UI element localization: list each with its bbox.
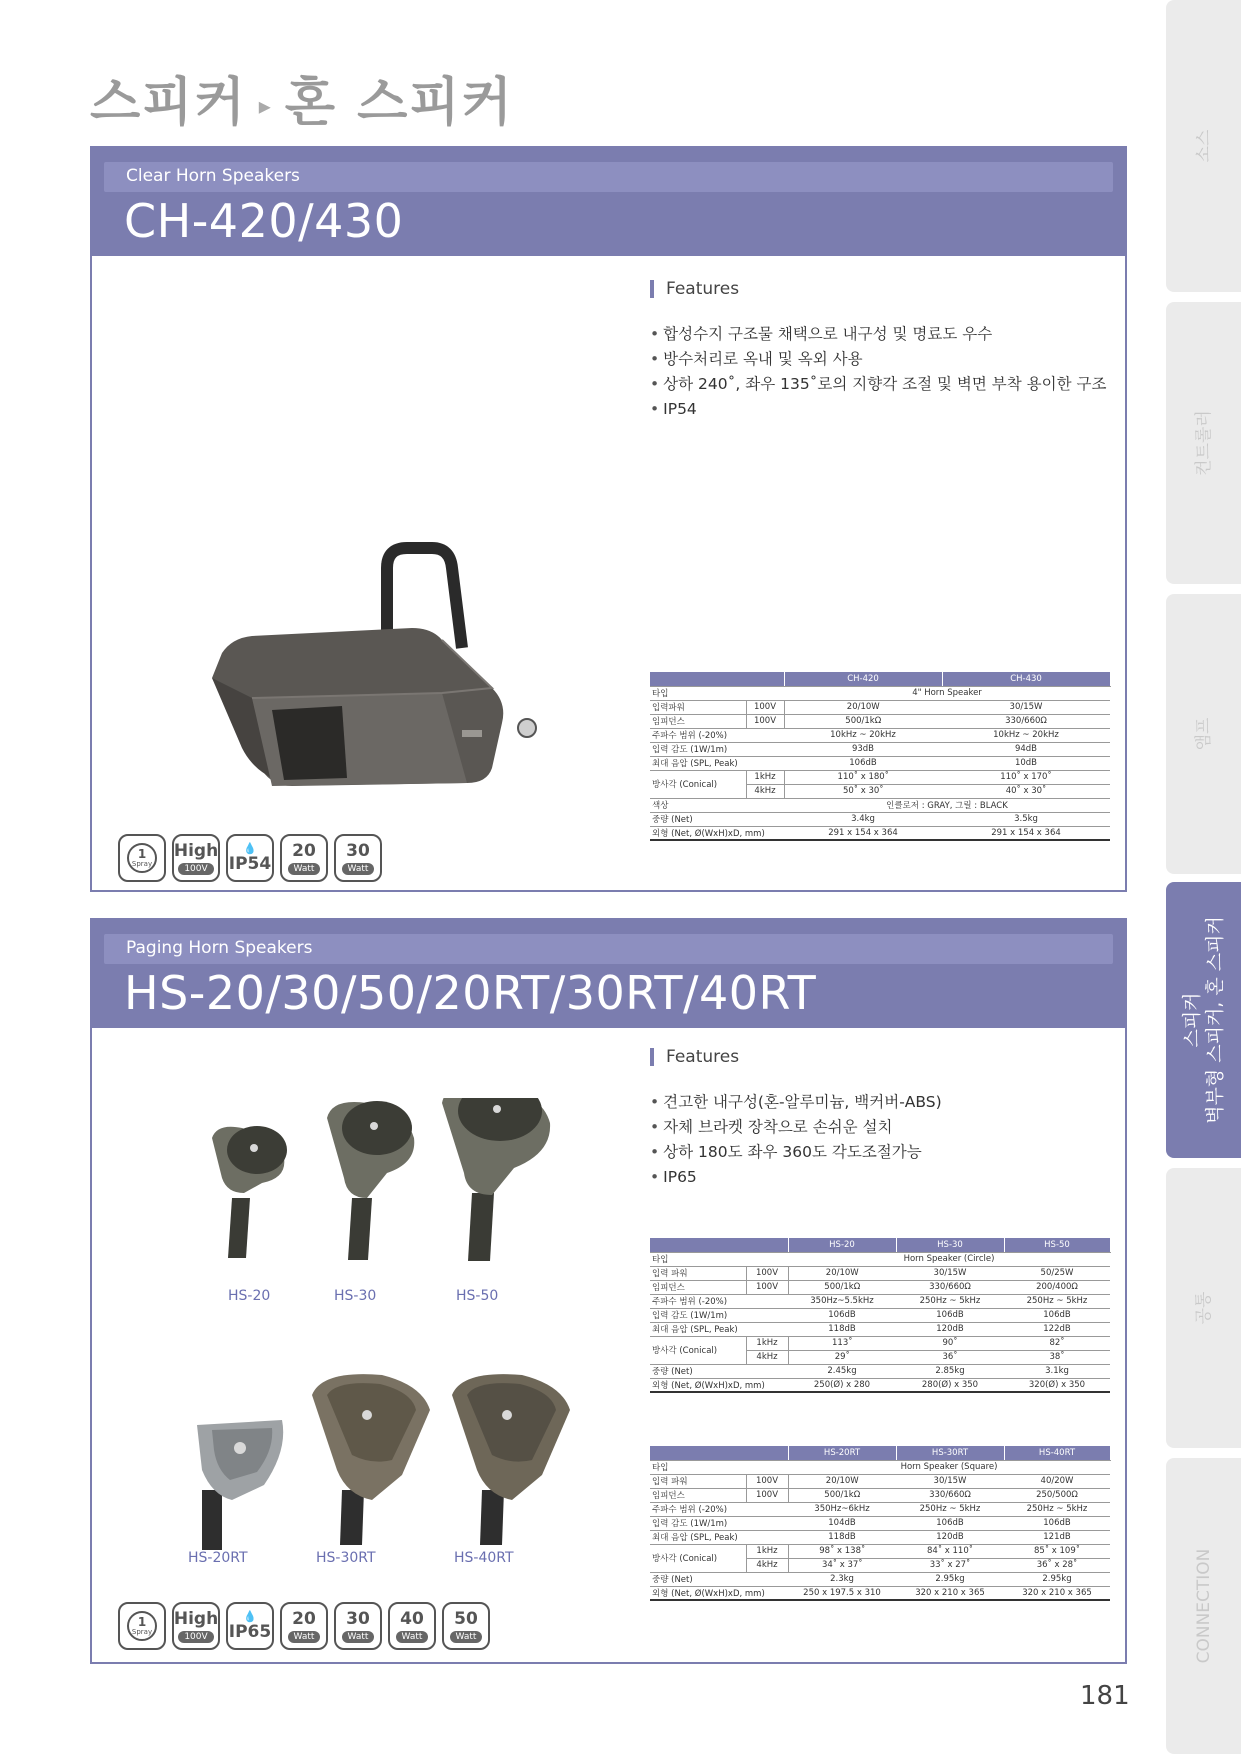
table-row (650, 728, 1110, 742)
row-value: 118dB (788, 1322, 896, 1336)
row-label: 임피던스 (650, 1488, 746, 1502)
watt-20-badge-icon: 20 Watt (280, 1602, 328, 1650)
row-value: 34˚ x 37˚ (788, 1558, 896, 1572)
row-value: 2.95kg (1004, 1572, 1110, 1586)
breadcrumb-arrow-icon: ▸ (258, 92, 273, 120)
row-value: 250Hz ~ 5kHz (1004, 1294, 1110, 1308)
row-value: 3.1kg (1004, 1364, 1110, 1378)
row-label: 주파수 범위 (-20%) (650, 1502, 788, 1516)
row-value: 84˚ x 110˚ (896, 1544, 1004, 1558)
side-tab-label: 소스 (1193, 129, 1214, 163)
table-header-blank (650, 672, 784, 686)
row-value: 500/1kΩ (788, 1280, 896, 1294)
row-value: 94dB (942, 742, 1110, 756)
row-value: 122dB (1004, 1322, 1110, 1336)
row-value: 500/1kΩ (784, 714, 942, 728)
row-value: 33˚ x 27˚ (896, 1558, 1004, 1572)
row-value: 30/15W (896, 1474, 1004, 1488)
panel-category: Paging Horn Speakers (126, 938, 313, 958)
page-title-sub: 혼 스피커 (284, 73, 514, 133)
row-label: 중량 (Net) (650, 812, 784, 826)
watt-50-badge-icon: 50 Watt (442, 1602, 490, 1650)
row-value: 10kHz ~ 20kHz (942, 728, 1110, 742)
row-value: 40˚ x 30˚ (942, 784, 1110, 798)
feature-badges (118, 834, 382, 882)
row-value: 250(Ø) x 280 (788, 1378, 896, 1392)
row-value: 50/25W (1004, 1266, 1110, 1280)
row-value: 30/15W (896, 1266, 1004, 1280)
row-label: 최대 음압 (SPL, Peak) (650, 1322, 788, 1336)
row-value: 280(Ø) x 350 (896, 1378, 1004, 1392)
table-row (650, 1336, 1110, 1350)
row-value: 10dB (942, 756, 1110, 770)
table-row (650, 700, 1110, 714)
ip54-badge-icon: 💧 IP54 (226, 834, 274, 882)
feature-item: • 자체 브라켓 장착으로 손쉬운 설치 (650, 1115, 1100, 1140)
row-value: 121dB (1004, 1530, 1110, 1544)
features-section (650, 279, 1107, 422)
table-row (650, 742, 1110, 756)
side-tab-label: 공통 (1193, 1291, 1214, 1325)
product-panel-hs20 (90, 918, 1127, 1664)
row-value: 4" Horn Speaker (784, 686, 1110, 700)
side-tab-connection[interactable] (1166, 1458, 1241, 1754)
side-tab-controller[interactable] (1166, 302, 1241, 584)
row-value: 110˚ x 170˚ (942, 770, 1110, 784)
row-sublabel: 1kHz (746, 1336, 788, 1350)
row-value: 291 x 154 x 364 (784, 826, 942, 840)
feature-item: • 합성수지 구조물 채택으로 내구성 및 명료도 우수 (650, 322, 1100, 347)
feature-item: • IP65 (650, 1165, 1100, 1190)
row-label: 입력파워 (650, 700, 746, 714)
row-value: 200/400Ω (1004, 1280, 1110, 1294)
product-label: HS-50 (456, 1288, 499, 1304)
product-label: HS-40RT (454, 1550, 514, 1566)
table-row (650, 1572, 1110, 1586)
row-value: 38˚ (1004, 1350, 1110, 1364)
row-value: 250Hz ~ 5kHz (896, 1502, 1004, 1516)
features-title: Features (650, 1048, 1100, 1066)
row-value: 106dB (1004, 1308, 1110, 1322)
row-value: 500/1kΩ (788, 1488, 896, 1502)
table-row (650, 756, 1110, 770)
row-label: 외형 (Net, Ø(WxH)xD, mm) (650, 1378, 788, 1392)
panel-model: CH-420/430 (124, 194, 404, 248)
row-value: 2.3kg (788, 1572, 896, 1586)
table-row (650, 1530, 1110, 1544)
row-value: 10kHz ~ 20kHz (784, 728, 942, 742)
row-label: 주파수 범위 (-20%) (650, 728, 784, 742)
row-sublabel: 4kHz (746, 784, 784, 798)
table-header-row (650, 672, 1110, 686)
row-value: 106dB (896, 1308, 1004, 1322)
high-voltage-badge-icon: High 100V (172, 1602, 220, 1650)
side-tab-label-line2: 벽부형 스피커, 혼 스피커 (1203, 916, 1226, 1124)
table-row (650, 1322, 1110, 1336)
row-value: 110˚ x 180˚ (784, 770, 942, 784)
page-title (90, 60, 514, 135)
table-row (650, 1378, 1110, 1392)
row-value: 250/500Ω (1004, 1488, 1110, 1502)
row-value: 85˚ x 109˚ (1004, 1544, 1110, 1558)
table-row (650, 714, 1110, 728)
ch420-product-image (192, 448, 572, 788)
row-label: 방사각 (Conical) (650, 1336, 746, 1364)
panel-header (92, 148, 1125, 256)
table-header-cell: HS-20 (788, 1238, 896, 1252)
side-tab-label: CONNECTION (1193, 1548, 1214, 1664)
row-value: 250Hz ~ 5kHz (1004, 1502, 1110, 1516)
spec-table-hs-square (650, 1446, 1111, 1601)
table-header-cell: HS-40RT (1004, 1446, 1110, 1460)
table-header-blank (650, 1446, 788, 1460)
row-label: 주파수 범위 (-20%) (650, 1294, 788, 1308)
row-value: 106dB (784, 756, 942, 770)
row-value: 20/10W (788, 1266, 896, 1280)
table-header-row (650, 1446, 1110, 1460)
row-value: 20/10W (784, 700, 942, 714)
row-label: 방사각 (Conical) (650, 770, 746, 798)
table-row (650, 798, 1110, 812)
row-label: 중량 (Net) (650, 1572, 788, 1586)
hs-round-product-images (202, 1098, 582, 1278)
row-value: 40/20W (1004, 1474, 1110, 1488)
table-row (650, 686, 1110, 700)
row-sublabel: 100V (746, 1280, 788, 1294)
feature-item: • 방수처리로 옥내 및 옥외 사용 (650, 347, 1100, 372)
row-label: 입력 감도 (1W/1m) (650, 1308, 788, 1322)
row-sublabel: 100V (746, 714, 784, 728)
side-tab-label (1181, 916, 1227, 1124)
row-label: 타입 (650, 686, 784, 700)
features-list (650, 1090, 1100, 1190)
side-tab-amp[interactable] (1166, 594, 1241, 874)
product-label: HS-20 (228, 1288, 271, 1304)
row-value: 2.95kg (896, 1572, 1004, 1586)
row-label: 입력 감도 (1W/1m) (650, 1516, 788, 1530)
row-value: 250Hz ~ 5kHz (896, 1294, 1004, 1308)
table-row (650, 1294, 1110, 1308)
table-header-cell: HS-30RT (896, 1446, 1004, 1460)
row-sublabel: 100V (746, 1474, 788, 1488)
table-header-cell: HS-30 (896, 1238, 1004, 1252)
row-value: 30/15W (942, 700, 1110, 714)
feature-item: • 상하 240˚, 좌우 135˚로의 지향각 조절 및 벽면 부착 용이한 구조 (650, 372, 1100, 397)
table-row (650, 1266, 1110, 1280)
row-value: 250 x 197.5 x 310 (788, 1586, 896, 1600)
row-value: Horn Speaker (Circle) (788, 1252, 1110, 1266)
features-list (650, 322, 1107, 422)
row-value: 3.4kg (784, 812, 942, 826)
watt-30-badge-icon: 30 Watt (334, 1602, 382, 1650)
row-value: 2.45kg (788, 1364, 896, 1378)
table-row (650, 1364, 1110, 1378)
side-tab-common[interactable] (1166, 1168, 1241, 1448)
row-value: 2.85kg (896, 1364, 1004, 1378)
row-value: 330/660Ω (896, 1488, 1004, 1502)
row-value: 106dB (1004, 1516, 1110, 1530)
panel-subbar (104, 934, 1113, 964)
ip65-badge-icon: 💧 IP65 (226, 1602, 274, 1650)
table-header-cell: CH-430 (942, 672, 1110, 686)
row-value: 82˚ (1004, 1336, 1110, 1350)
row-value: 320(Ø) x 350 (1004, 1378, 1110, 1392)
row-label: 외형 (Net, Ø(WxH)xD, mm) (650, 826, 784, 840)
row-value: 118dB (788, 1530, 896, 1544)
row-label: 색상 (650, 798, 784, 812)
row-sublabel: 100V (746, 700, 784, 714)
row-value: 113˚ (788, 1336, 896, 1350)
panel-category: Clear Horn Speakers (126, 166, 300, 186)
row-value: 106dB (896, 1516, 1004, 1530)
row-sublabel: 4kHz (746, 1558, 788, 1572)
product-label: HS-20RT (188, 1550, 248, 1566)
row-sublabel: 4kHz (746, 1350, 788, 1364)
side-tab-label-line1: 스피커 (1180, 992, 1203, 1048)
row-sublabel: 1kHz (746, 770, 784, 784)
row-value: 36˚ x 28˚ (1004, 1558, 1110, 1572)
table-row (650, 770, 1110, 784)
row-sublabel: 100V (746, 1488, 788, 1502)
hs-square-product-images (192, 1370, 592, 1550)
row-value: 36˚ (896, 1350, 1004, 1364)
table-row (650, 1502, 1110, 1516)
table-row (650, 1488, 1110, 1502)
panel-header (92, 920, 1125, 1028)
feature-item: • 상하 180도 좌우 360도 각도조절가능 (650, 1140, 1100, 1165)
row-value: 330/660Ω (942, 714, 1110, 728)
product-label: HS-30 (334, 1288, 377, 1304)
row-value: 20/10W (788, 1474, 896, 1488)
spray-badge-icon: 1 Spray (118, 1602, 166, 1650)
row-value: 104dB (788, 1516, 896, 1530)
row-value: 29˚ (788, 1350, 896, 1364)
row-label: 최대 음압 (SPL, Peak) (650, 1530, 788, 1544)
row-value: 98˚ x 138˚ (788, 1544, 896, 1558)
row-value: 320 x 210 x 365 (896, 1586, 1004, 1600)
row-value: 330/660Ω (896, 1280, 1004, 1294)
row-label: 방사각 (Conical) (650, 1544, 746, 1572)
table-row (650, 812, 1110, 826)
feature-item: • IP54 (650, 397, 1100, 422)
row-value: Horn Speaker (Square) (788, 1460, 1110, 1474)
page-title-main: 스피커 (90, 73, 247, 133)
row-value: 인클로저 : GRAY, 그릴 : BLACK (784, 798, 1110, 812)
row-sublabel: 1kHz (746, 1544, 788, 1558)
features-section (650, 1048, 1100, 1190)
panel-model: HS-20/30/50/20RT/30RT/40RT (124, 966, 817, 1020)
table-header-cell: HS-20RT (788, 1446, 896, 1460)
row-value: 291 x 154 x 364 (942, 826, 1110, 840)
row-label: 타입 (650, 1252, 788, 1266)
row-value: 320 x 210 x 365 (1004, 1586, 1110, 1600)
side-tab-label: 컨트롤러 (1193, 410, 1214, 476)
product-label: HS-30RT (316, 1550, 376, 1566)
product-panel-ch420 (90, 146, 1127, 892)
features-title: Features (650, 280, 1100, 298)
side-tab-bar (1166, 0, 1241, 1754)
spec-table-hs-round (650, 1238, 1111, 1393)
side-tab-speaker[interactable] (1166, 882, 1241, 1158)
row-value: 350Hz~5.5kHz (788, 1294, 896, 1308)
row-value: 3.5kg (942, 812, 1110, 826)
watt-30-badge-icon: 30 Watt (334, 834, 382, 882)
side-tab-label: 앰프 (1193, 717, 1214, 751)
table-row (650, 1280, 1110, 1294)
side-tab-source[interactable] (1166, 0, 1241, 292)
watt-20-badge-icon: 20 Watt (280, 834, 328, 882)
high-voltage-badge-icon: High 100V (172, 834, 220, 882)
row-value: 90˚ (896, 1336, 1004, 1350)
spray-badge-icon: 1 Spray (118, 834, 166, 882)
table-row (650, 1586, 1110, 1600)
feature-badges (118, 1602, 490, 1650)
row-label: 중량 (Net) (650, 1364, 788, 1378)
row-label: 타입 (650, 1460, 788, 1474)
row-label: 최대 음압 (SPL, Peak) (650, 756, 784, 770)
row-value: 50˚ x 30˚ (784, 784, 942, 798)
page-number: 181 (1080, 1681, 1130, 1711)
table-row (650, 1308, 1110, 1322)
table-row (650, 1252, 1110, 1266)
table-row (650, 1460, 1110, 1474)
row-label: 외형 (Net, Ø(WxH)xD, mm) (650, 1586, 788, 1600)
table-row (650, 1516, 1110, 1530)
row-value: 120dB (896, 1322, 1004, 1336)
row-label: 입력 감도 (1W/1m) (650, 742, 784, 756)
table-header-cell: CH-420 (784, 672, 942, 686)
row-value: 106dB (788, 1308, 896, 1322)
row-value: 350Hz~6kHz (788, 1502, 896, 1516)
table-row (650, 1544, 1110, 1558)
table-header-blank (650, 1238, 788, 1252)
watt-40-badge-icon: 40 Watt (388, 1602, 436, 1650)
feature-item: • 견고한 내구성(혼-알루미늄, 백커버-ABS) (650, 1090, 1100, 1115)
panel-subbar (104, 162, 1113, 192)
row-value: 120dB (896, 1530, 1004, 1544)
table-row (650, 826, 1110, 840)
row-label: 임피던스 (650, 1280, 746, 1294)
row-label: 입력 파워 (650, 1266, 746, 1280)
row-label: 입력 파워 (650, 1474, 746, 1488)
table-row (650, 1474, 1110, 1488)
row-label: 임피던스 (650, 714, 746, 728)
spec-table-ch420 (650, 672, 1111, 841)
table-header-cell: HS-50 (1004, 1238, 1110, 1252)
row-sublabel: 100V (746, 1266, 788, 1280)
row-value: 93dB (784, 742, 942, 756)
table-header-row (650, 1238, 1110, 1252)
